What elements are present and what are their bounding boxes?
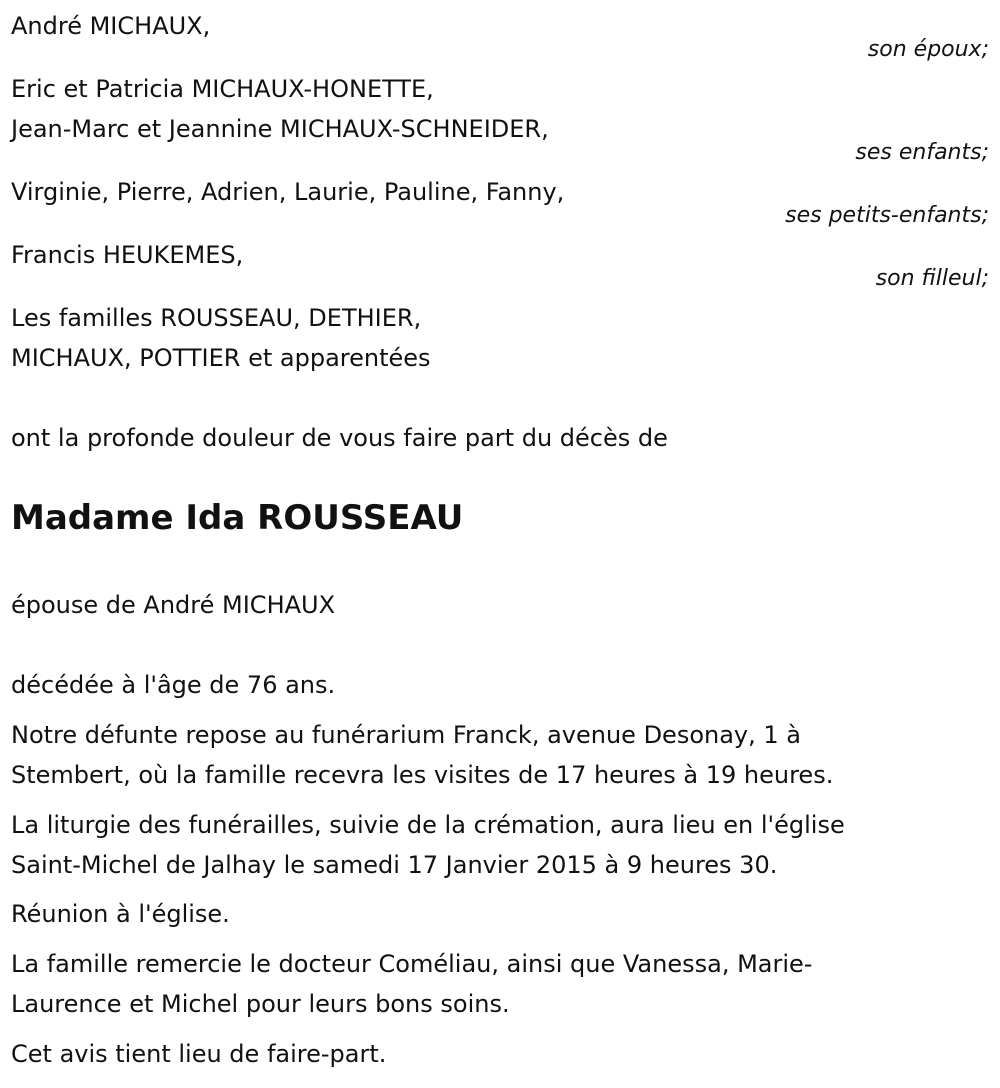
children-line-1: Eric et Patricia MICHAUX-HONETTE,	[11, 75, 434, 103]
notice-text: Cet avis tient lieu de faire-part.	[11, 1040, 387, 1068]
godson-name: Francis HEUKEMES,	[11, 241, 244, 269]
grandchildren-names: Virginie, Pierre, Adrien, Laurie, Pauline, Fanny,	[11, 178, 565, 206]
deceased-name: Madame Ida ROUSSEAU	[11, 498, 464, 538]
rest-line-2: Stembert, où la famille recevra les visites de 17 heures à 19 heures.	[11, 761, 834, 789]
husband-role: son époux;	[867, 37, 989, 62]
announcement-text: ont la profonde douleur de vous faire part du décès de	[11, 424, 668, 452]
children-role: ses enfants;	[855, 140, 989, 165]
liturgy-line-2: Saint-Michel de Jalhay le samedi 17 Janvier 2015 à 9 heures 30.	[11, 851, 778, 879]
liturgy-line-1: La liturgie des funérailles, suivie de la crémation, aura lieu en l'église	[11, 811, 845, 839]
rest-line-1: Notre défunte repose au funérarium Franck, avenue Desonay, 1 à	[11, 721, 801, 749]
godson-role: son filleul;	[875, 266, 989, 291]
grandchildren-role: ses petits-enfants;	[785, 203, 989, 228]
deceased-spouse: épouse de André MICHAUX	[11, 591, 336, 619]
thanks-line-2: Laurence et Michel pour leurs bons soins.	[11, 990, 510, 1018]
children-line-2: Jean-Marc et Jeannine MICHAUX-SCHNEIDER,	[11, 115, 549, 143]
meeting-text: Réunion à l'église.	[11, 900, 230, 928]
families-line-2: MICHAUX, POTTIER et apparentées	[11, 344, 431, 372]
thanks-line-1: La famille remercie le docteur Coméliau, ainsi que Vanessa, Marie-	[11, 950, 813, 978]
husband-name: André MICHAUX,	[11, 12, 211, 40]
deceased-age: décédée à l'âge de 76 ans.	[11, 671, 336, 699]
families-line-1: Les familles ROUSSEAU, DETHIER,	[11, 304, 422, 332]
